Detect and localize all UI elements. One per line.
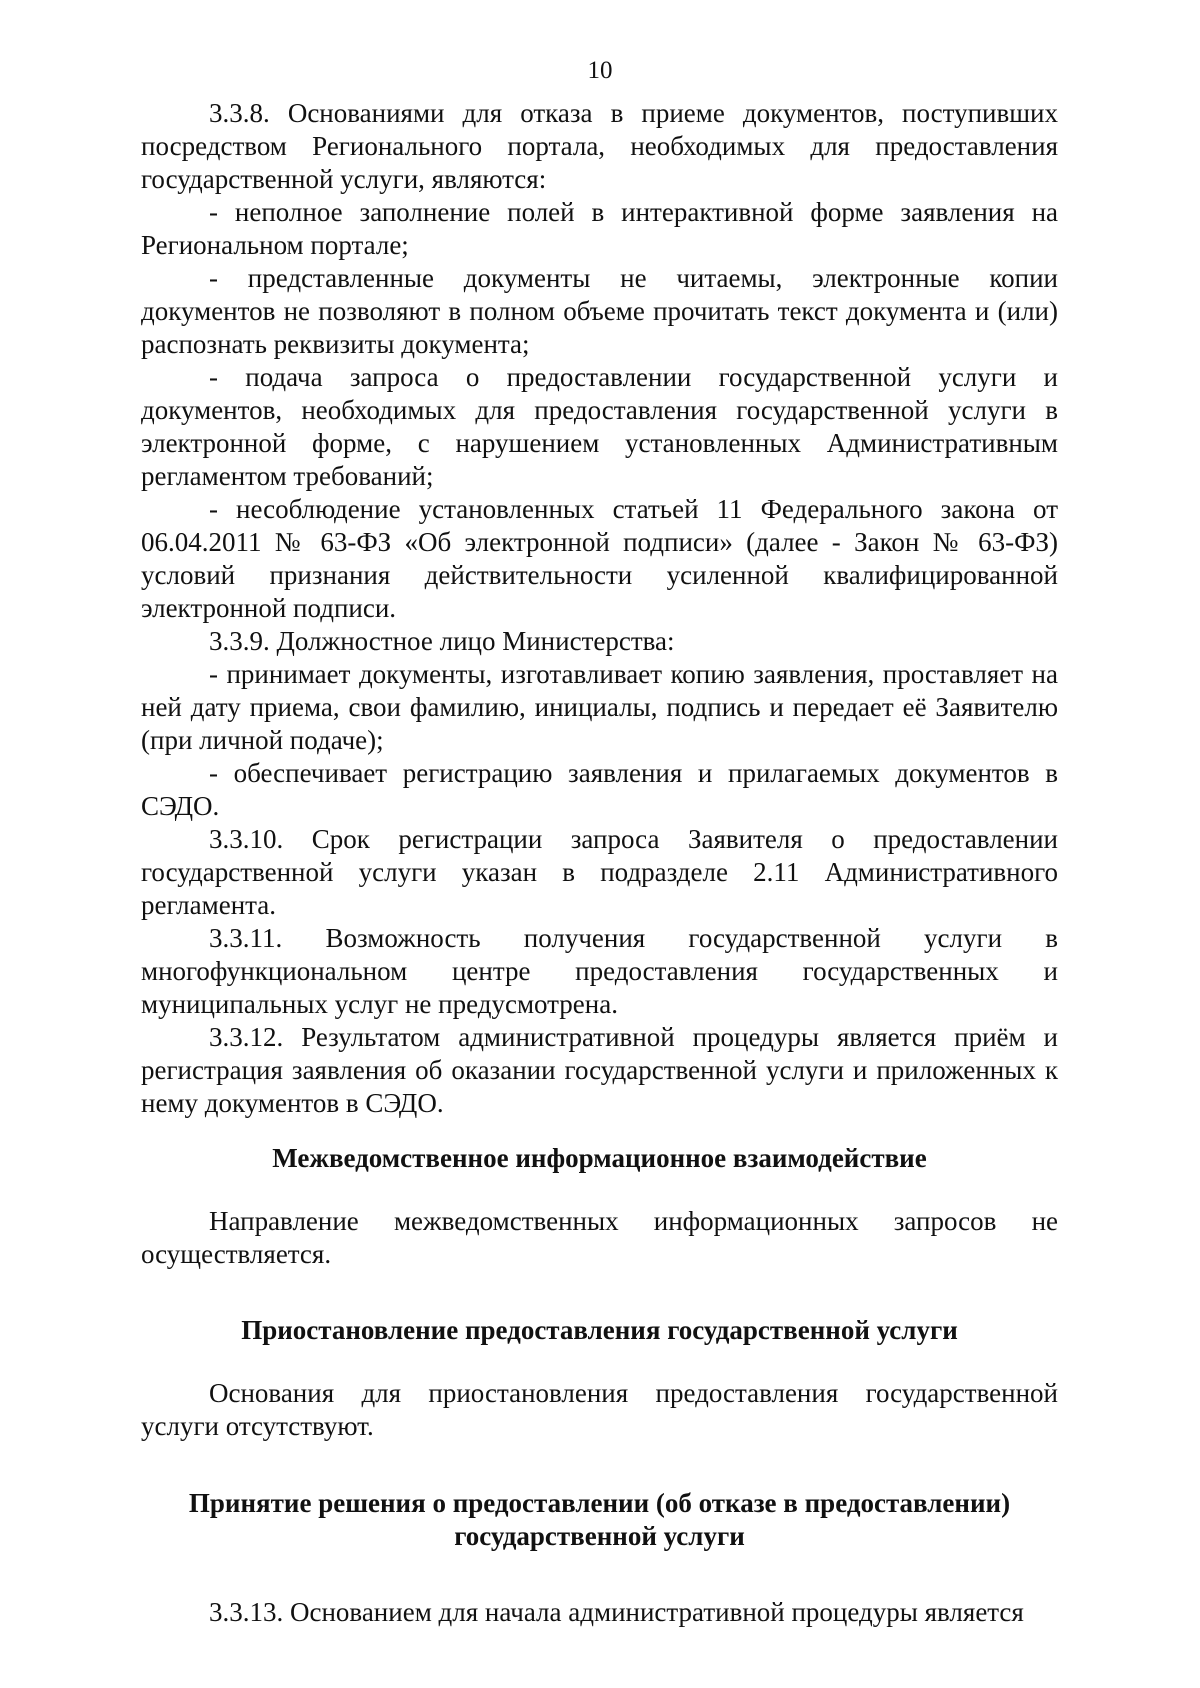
paragraph-incomplete-fields: - неполное заполнение полей в интерактивной форме заявления на Региональном портале; — [141, 197, 1058, 260]
paragraph-request-violation: - подача запроса о предоставлении государственной услуги и документов, необходимых для предоставления государственной услуги в электронной форме, с нарушением установленных Административным регламентом требований; — [141, 362, 1058, 491]
paragraph-interagency-requests: Направление межведомственных информационных запросов не осуществляется. — [141, 1206, 1058, 1269]
paragraph-3-3-12: 3.3.12. Результатом административной процедуры является приём и регистрация заявления об оказании государственной услуги и приложенных к нему документов в СЭДО. — [141, 1022, 1058, 1118]
heading-interagency-interaction: Межведомственное информационное взаимодействие — [272, 1143, 927, 1173]
paragraph-ensures-registration: - обеспечивает регистрацию заявления и прилагаемых документов в СЭДО. — [141, 758, 1058, 821]
paragraph-3-3-13: 3.3.13. Основанием для начала административной процедуры является — [209, 1597, 1024, 1627]
paragraph-3-3-10: 3.3.10. Срок регистрации запроса Заявителя о предоставлении государственной услуги указан в подразделе 2.11 Административного регламента. — [141, 824, 1058, 920]
paragraph-accepts-documents: - принимает документы, изготавливает копию заявления, проставляет на ней дату приема, свои фамилию, инициалы, подпись и передает её Заявителю (при личной подаче); — [141, 659, 1058, 755]
document-body — [141, 97, 1058, 1629]
paragraph-unreadable-documents: - представленные документы не читаемы, электронные копии документов не позволяют в полном объеме прочитать текст документа и (или) распознать реквизиты документа; — [141, 263, 1058, 359]
paragraph-3-3-11: 3.3.11. Возможность получения государственной услуги в многофункциональном центре предоставления государственных и муниципальных услуг не предусмотрена. — [141, 923, 1058, 1019]
heading-suspension: Приостановление предоставления государственной услуги — [241, 1315, 958, 1345]
paragraph-3-3-8: 3.3.8. Основаниями для отказа в приеме документов, поступивших посредством Регионального портала, необходимых для предоставления государственной услуги, являются: — [141, 98, 1058, 194]
heading-decision: Принятие решения о предоставлении (об отказе в предоставлении) государственной услуги — [188, 1488, 1011, 1551]
paragraph-suspension-grounds: Основания для приостановления предоставления государственной услуги отсутствуют. — [141, 1378, 1058, 1441]
page-number: 10 — [587, 57, 613, 84]
paragraph-signature-noncompliance: - несоблюдение установленных статьей 11 Федерального закона от 06.04.2011 № 63-ФЗ «Об электронной подписи» (далее - Закон № 63-ФЗ) условий признания действительности усиленной квалифицированной электронной подписи. — [141, 494, 1058, 623]
paragraph-3-3-9: 3.3.9. Должностное лицо Министерства: — [209, 626, 675, 656]
